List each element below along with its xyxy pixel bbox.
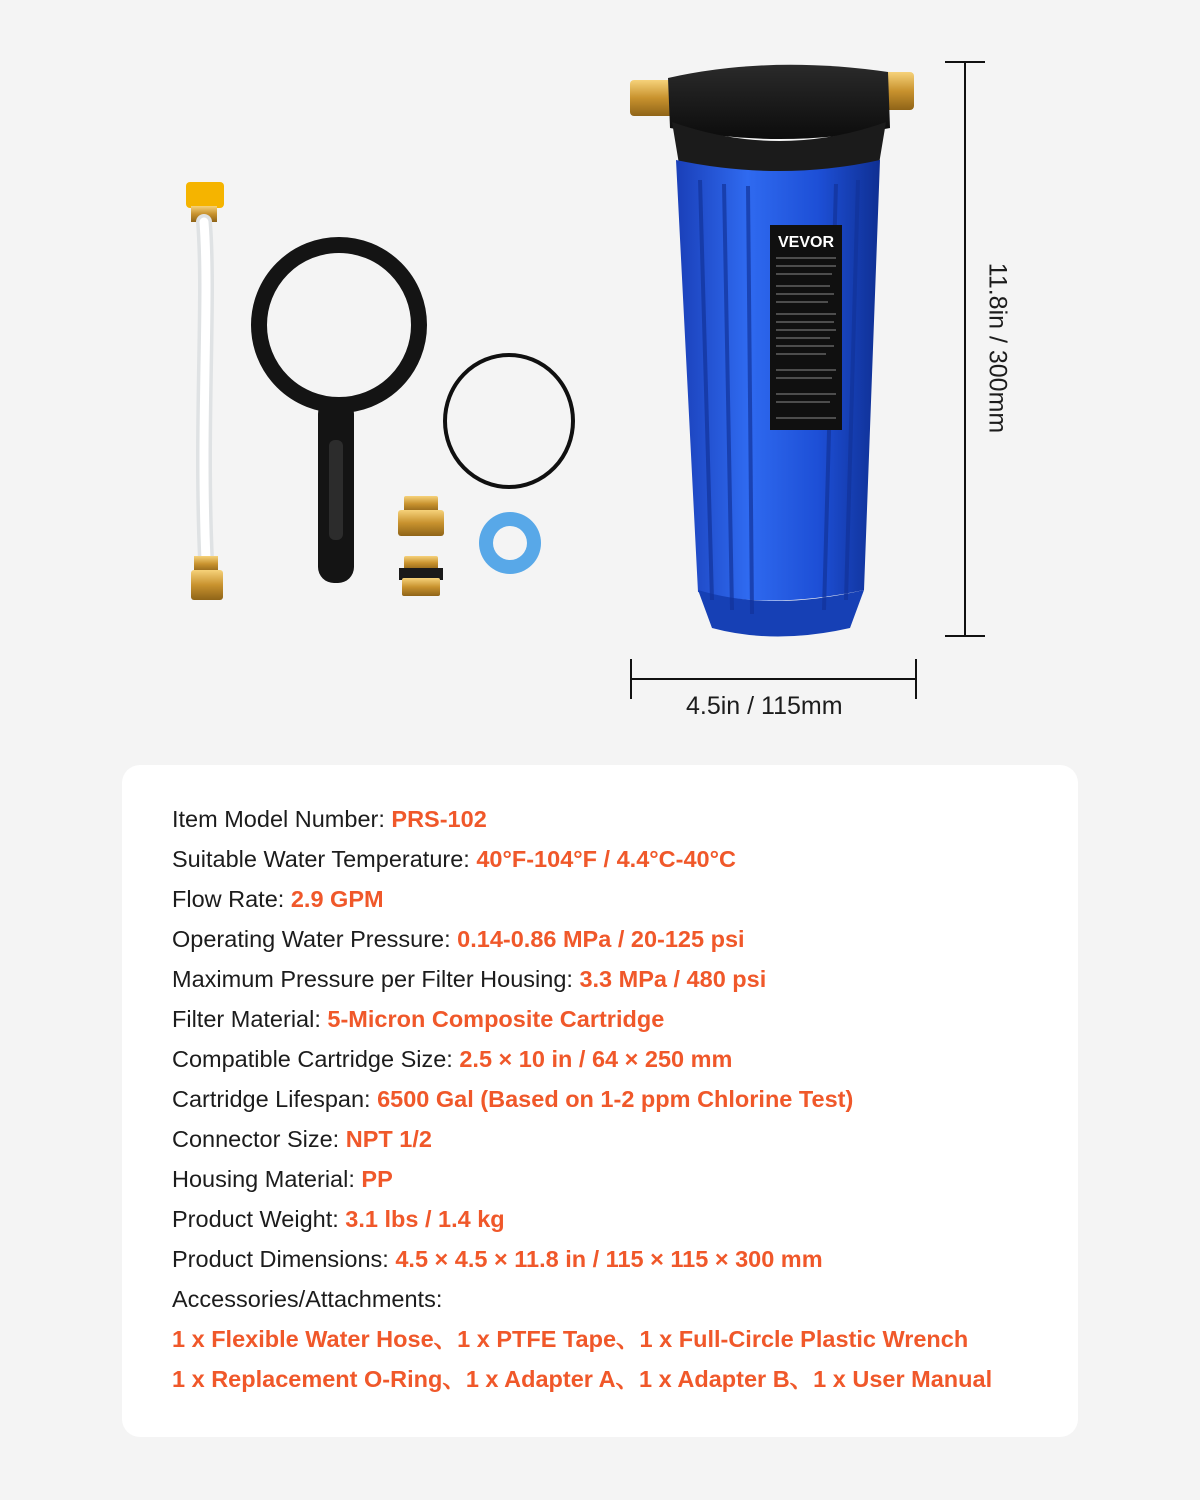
spec-value: 0.14-0.86 MPa / 20-125 psi	[457, 926, 745, 952]
spec-value: 2.9 GPM	[290, 886, 384, 912]
accessories-line-2: 1 x Replacement O-Ring、1 x Adapter A、1 x Adapter B、1 x User Manual	[172, 1366, 993, 1392]
spec-label: Connector Size:	[172, 1126, 346, 1152]
spec-list	[172, 802, 992, 1402]
flexible-hose	[186, 182, 224, 600]
spec-label: Cartridge Lifespan:	[172, 1086, 378, 1112]
spec-label: Product Dimensions:	[172, 1246, 396, 1272]
spec-label: Operating Water Pressure:	[172, 926, 458, 952]
spec-label: Item Model Number:	[172, 806, 392, 832]
spec-value: 6500 Gal (Based on 1-2 ppm Chlorine Test)	[377, 1086, 854, 1112]
adapter-a	[398, 496, 444, 536]
spec-value: PRS-102	[391, 806, 487, 832]
spec-value: 40°F-104°F / 4.4°C-40°C	[476, 846, 736, 872]
spec-value: 2.5 × 10 in / 64 × 250 mm	[459, 1046, 733, 1072]
spec-label: Suitable Water Temperature:	[172, 846, 477, 872]
spec-value: NPT 1/2	[345, 1126, 432, 1152]
spec-value: 3.1 lbs / 1.4 kg	[345, 1206, 505, 1232]
accessories-label: Accessories/Attachments:	[172, 1286, 443, 1312]
spec-row-filter-material	[172, 1002, 992, 1042]
brand-label: VEVOR	[777, 234, 835, 251]
adapter-b	[399, 556, 443, 596]
height-dimension-label: 11.8in / 300mm	[983, 262, 1012, 434]
spec-row-model	[172, 802, 992, 842]
spec-value: PP	[361, 1166, 393, 1192]
spec-row-operating-pressure	[172, 922, 992, 962]
ptfe-tape	[479, 512, 541, 574]
spec-row-housing-material	[172, 1162, 992, 1202]
spec-row-temperature	[172, 842, 992, 882]
spec-value: 3.3 MPa / 480 psi	[579, 966, 767, 992]
spec-row-max-pressure	[172, 962, 992, 1002]
accessories-line-1: 1 x Flexible Water Hose、1 x PTFE Tape、1 x Full-Circle Plastic Wrench	[172, 1326, 969, 1352]
product-illustration	[0, 0, 1200, 740]
spec-label: Maximum Pressure per Filter Housing:	[172, 966, 580, 992]
filter-housing	[630, 65, 914, 637]
plastic-wrench	[259, 245, 419, 583]
spec-label: Product Weight:	[172, 1206, 346, 1232]
spec-row-cartridge-lifespan	[172, 1082, 992, 1122]
spec-row-connector-size	[172, 1122, 992, 1162]
width-dimension-label: 4.5in / 115mm	[686, 692, 843, 720]
height-dimension-line	[945, 62, 985, 636]
spec-value: 5-Micron Composite Cartridge	[327, 1006, 665, 1032]
spec-row-cartridge-size	[172, 1042, 992, 1082]
product-drawing	[0, 0, 1200, 740]
spec-row-flow-rate	[172, 882, 992, 922]
spec-label: Compatible Cartridge Size:	[172, 1046, 460, 1072]
spec-row-dimensions	[172, 1242, 992, 1282]
spec-value: 4.5 × 4.5 × 11.8 in / 115 × 115 × 300 mm	[395, 1246, 823, 1272]
spec-row-weight	[172, 1202, 992, 1242]
specifications-card	[122, 765, 1078, 1437]
spec-label: Filter Material:	[172, 1006, 328, 1032]
spec-label: Housing Material:	[172, 1166, 362, 1192]
spec-label: Flow Rate:	[172, 886, 291, 912]
o-ring	[445, 355, 573, 487]
